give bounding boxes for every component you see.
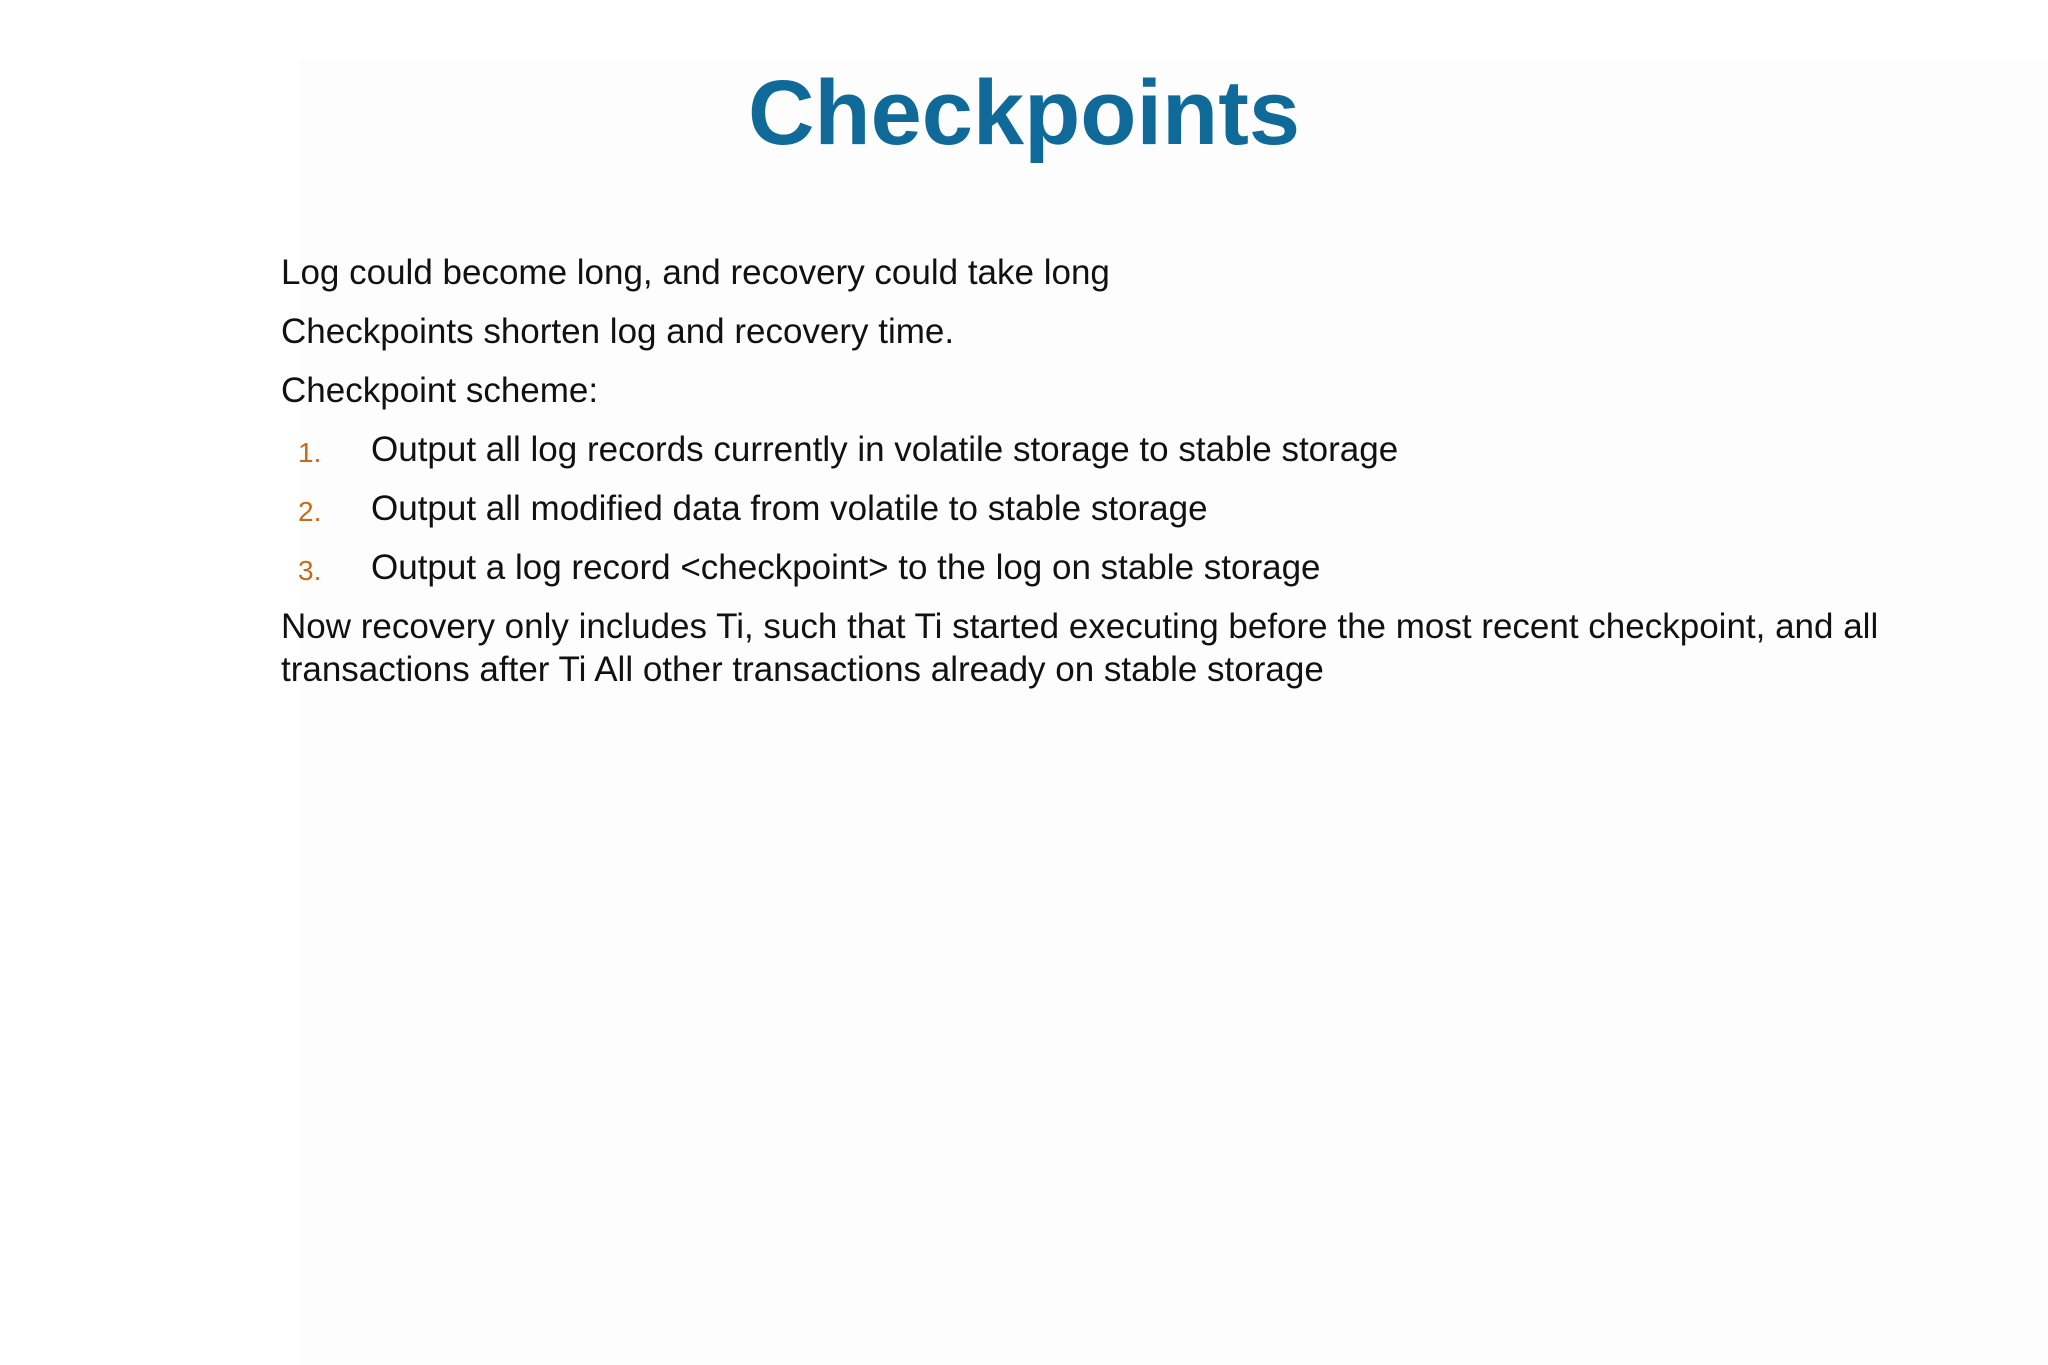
step-text: Output all log records currently in volatile storage to stable storage [371,430,1399,469]
step-text: Output a log record <checkpoint> to the log on stable storage [371,548,1321,587]
list-item [281,546,1961,589]
step-text: Output all modified data from volatile to stable storage [371,489,1208,528]
step-number: 2. [298,496,322,527]
list-item [281,487,1961,530]
step-number: 3. [298,555,322,586]
bullet-checkpoint-scheme: Checkpoint scheme: [281,371,599,410]
bullet-checkpoints-shorten: Checkpoints shorten log and recovery time. [281,312,955,351]
list-item [281,428,1961,471]
step-number: 1. [298,437,322,468]
slide-body [281,251,1961,691]
bullet-log-long: Log could become long, and recovery could take long [281,253,1110,292]
slide-title: Checkpoints [747,62,1301,164]
bullet-recovery-scope: Now recovery only includes Ti, such that Ti started executing before the most recent checkpoint, and all transactions after Ti All other transactions already on stable storage [281,607,1879,689]
